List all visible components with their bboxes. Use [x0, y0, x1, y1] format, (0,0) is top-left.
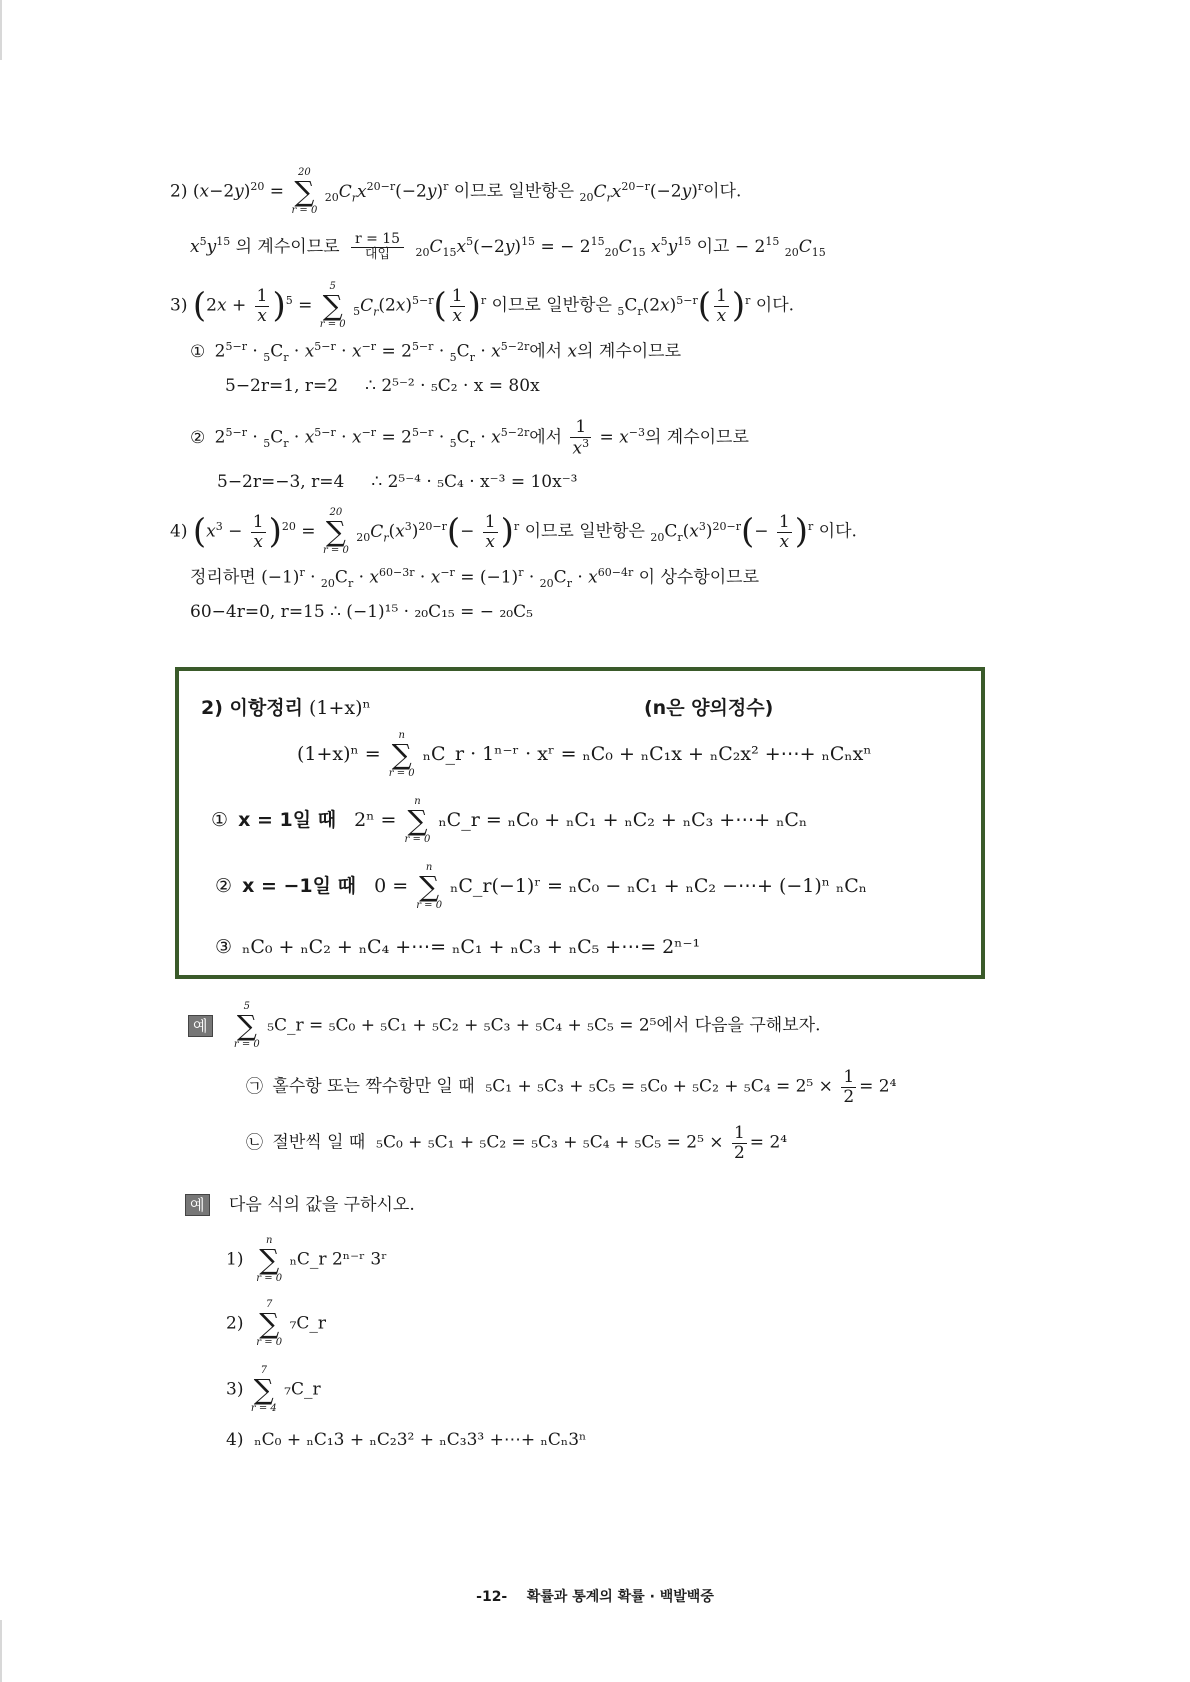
example-2-q1: 1) n ∑ r = 0 ₙC_r 2ⁿ⁻ʳ 3ʳ	[226, 1235, 388, 1284]
example-2-q3: 3) 7 ∑ r = 4 ₇C_r	[226, 1365, 321, 1414]
solution-2-line-1: 2) $(x-2y)^{20}$ = 20 ∑ r = 0 $_{20}C_rx^{20-r}(-2y)^r$ 이므로 일반항은 $_{20}C_rx^{20-r}(-2y)^r$이다.	[170, 167, 742, 216]
solution-4-line-3: 60−4r=0, r=15 ∴ (−1)¹⁵ · ₂₀C₁₅ = − ₂₀C₅	[190, 602, 533, 622]
sigma-symbol: 20 ∑ r = 0	[322, 507, 349, 556]
solution-3-case-1: ① $2^{5-r} \cdot _5C_r \cdot x^{5-r} \cdot x^{-r} = 2^{5-r} \cdot _5C_r \cdot x^{5-2r}$에서 x의 계수이므로	[190, 340, 682, 365]
theorem-title: 2) 이항정리 (1+x)ⁿ	[201, 697, 371, 719]
binomial-theorem-box	[175, 667, 985, 979]
sigma-symbol: 20 ∑ r = 0	[291, 167, 318, 216]
example-1-item-a: ㉠ 홀수항 또는 짝수항만 일 때 ₅C₁ + ₅C₃ + ₅C₅ = ₅C₀ + ₅C₂ + ₅C₄ = 2⁵ × $\frac{1}{2}$ = 2⁴	[246, 1067, 897, 1107]
solution-3-line-1: 3) (2x + $\frac{1}{x}$ )$^5$ = 5 ∑ r = 0 $_5C_r(2x)^{5-r}$( $\frac{1}{x}$ )$^r$ 이므로 일반항은 $_5C_r(2x)^{5-r}$( $\frac{1}{x}$ )$^r$ 이다.	[170, 281, 795, 330]
footer-title: 확률과 통계의 확률 · 백발백중	[526, 1589, 714, 1605]
example-2-q4: 4) ₙC₀ + ₙC₁3 + ₙC₂3² + ₙC₃3³ +⋯+ ₙCₙ3ⁿ	[226, 1430, 587, 1450]
page-number: -12-	[476, 1589, 508, 1605]
example-badge: 예	[185, 1194, 210, 1216]
example-1-line: 예 5 ∑ r = 0 ₅C_r = ₅C₀ + ₅C₁ + ₅C₂ + ₅C₃ + ₅C₄ + ₅C₅ = 2⁵에서 다음을 구해보자.	[188, 1002, 820, 1050]
sigma-symbol: n ∑ r = 0	[404, 796, 431, 845]
theorem-item-3: ③ ₙC₀ + ₙC₂ + ₙC₄ +⋯= ₙC₁ + ₙC₃ + ₙC₅ +⋯= 2ⁿ⁻¹	[215, 936, 701, 958]
theorem-item-1: ① x = 1일 때 2ⁿ = n ∑ r = 0 ₙC_r = ₙC₀ + ₙC₁ + ₙC₂ + ₙC₃ +⋯+ ₙCₙ	[211, 796, 808, 845]
solution-4-line-2: 정리하면 $(-1)^r \cdot _{20}C_r \cdot x^{60-3r} \cdot x^{-r} = (-1)^r \cdot _{20}C_r \cdot x^{60-4r}$ 이 상수항이므로	[190, 566, 760, 591]
example-2-q2: 2) 7 ∑ r = 0 ₇C_r	[226, 1299, 327, 1348]
solution-3-case-1-result: 5−2r=1, r=2 ∴ 2⁵⁻² · ₅C₂ · x = 80x	[225, 376, 540, 396]
sigma-symbol: n ∑ r = 0	[416, 862, 443, 911]
solution-4-line-1: 4) ($x^3$ − $\frac{1}{x}$ )$^{20}$ = 20 ∑ r = 0 $_{20}C_r(x^3)^{20-r}(-$ $\frac{1}{x}$ )$^r$ 이므로 일반항은 $_{20}C_r(x^3)^{20-r}(-$ $\frac{1}{x}$ )$^r$ 이다.	[170, 507, 857, 556]
sigma-symbol: n ∑ r = 0	[388, 730, 415, 779]
example-2-instruction: 예 다음 식의 값을 구하시오.	[185, 1194, 415, 1216]
sigma-symbol: 7 ∑ r = 0	[256, 1299, 283, 1348]
theorem-item-2: ② x = −1일 때 0 = n ∑ r = 0 ₙC_r(−1)ʳ = ₙC₀ − ₙC₁ + ₙC₂ −⋯+ (−1)ⁿ ₙCₙ	[215, 862, 868, 911]
solution-3-case-2-result: 5−2r=−3, r=4 ∴ 2⁵⁻⁴ · ₅C₄ · x⁻³ = 10x⁻³	[217, 472, 578, 492]
sigma-symbol: 7 ∑ r = 4	[250, 1365, 277, 1414]
example-1-item-b: ㉡ 절반씩 일 때 ₅C₀ + ₅C₁ + ₅C₂ = ₅C₃ + ₅C₄ + ₅C₅ = 2⁵ × $\frac{1}{2}$ = 2⁴	[246, 1123, 788, 1163]
solution-3-case-2: ② $2^{5-r} \cdot _5C_r \cdot x^{5-r} \cdot x^{-r} = 2^{5-r} \cdot _5C_r \cdot x^{5-2r}$에서 $\frac{1}{x^3}$ = $x^{-3}$의 계수이므로	[190, 417, 749, 459]
substitution-arrow: r = 15 대입	[351, 232, 404, 263]
theorem-main-formula: (1+x)ⁿ = n ∑ r = 0 ₙC_r · 1ⁿ⁻ʳ · xʳ = ₙC₀ + ₙC₁x + ₙC₂x² +⋯+ ₙCₙxⁿ	[297, 730, 872, 779]
solution-2-line-2: $x^5y^{15}$ 의 계수이므로 r = 15 대입 $_{20}C_{15}x^5(-2y)^{15}$ = − $2^{15}_{20}C_{15}$ $x^5y^{15}$ 이고 − $2^{15}$ $_{20}C_{15}$	[190, 231, 826, 263]
sigma-symbol: 5 ∑ r = 0	[233, 1001, 260, 1050]
example-badge: 예	[188, 1015, 213, 1037]
sigma-symbol: n ∑ r = 0	[256, 1235, 283, 1284]
theorem-condition: (n은 양의정수)	[644, 697, 774, 719]
sigma-symbol: 5 ∑ r = 0	[319, 281, 346, 330]
page-footer	[0, 1586, 1190, 1606]
